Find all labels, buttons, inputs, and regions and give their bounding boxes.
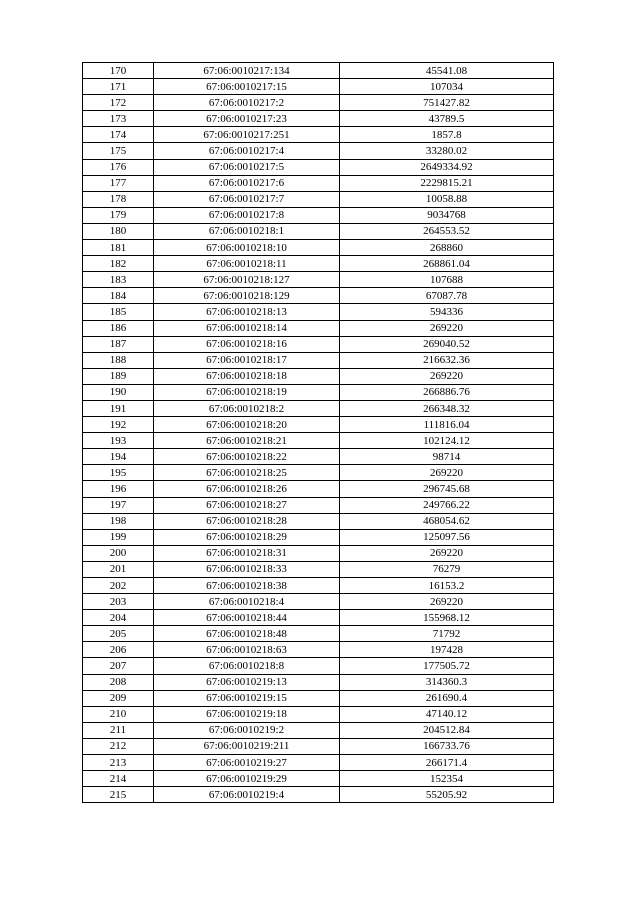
row-number-cell: 214 <box>83 771 154 787</box>
row-number-cell: 197 <box>83 497 154 513</box>
table-row <box>83 706 554 722</box>
table-row <box>83 481 554 497</box>
row-number-cell: 208 <box>83 674 154 690</box>
row-number-cell: 212 <box>83 738 154 754</box>
row-number-cell: 186 <box>83 320 154 336</box>
cadastral-number-cell: 67:06:0010217:251 <box>154 127 340 143</box>
row-number-cell: 205 <box>83 626 154 642</box>
row-number-cell: 206 <box>83 642 154 658</box>
cadastral-number-cell: 67:06:0010218:2 <box>154 400 340 416</box>
row-number-cell: 176 <box>83 159 154 175</box>
table-row <box>83 304 554 320</box>
table-row <box>83 626 554 642</box>
cadastral-number-cell: 67:06:0010219:211 <box>154 738 340 754</box>
value-cell: 111816.04 <box>340 417 554 433</box>
cadastral-number-cell: 67:06:0010217:7 <box>154 191 340 207</box>
cadastral-number-cell: 67:06:0010217:15 <box>154 79 340 95</box>
table-row <box>83 433 554 449</box>
value-cell: 269220 <box>340 320 554 336</box>
value-cell: 16153.2 <box>340 578 554 594</box>
table-row <box>83 368 554 384</box>
cadastral-number-cell: 67:06:0010217:5 <box>154 159 340 175</box>
cadastral-number-cell: 67:06:0010219:29 <box>154 771 340 787</box>
table-row <box>83 417 554 433</box>
cadastral-number-cell: 67:06:0010219:4 <box>154 787 340 803</box>
value-cell: 152354 <box>340 771 554 787</box>
table-row <box>83 787 554 803</box>
cadastral-number-cell: 67:06:0010218:33 <box>154 561 340 577</box>
row-number-cell: 181 <box>83 240 154 256</box>
cadastral-number-cell: 67:06:0010218:127 <box>154 272 340 288</box>
cadastral-number-cell: 67:06:0010218:38 <box>154 578 340 594</box>
cadastral-number-cell: 67:06:0010219:18 <box>154 706 340 722</box>
table-row <box>83 658 554 674</box>
value-cell: 2229815.21 <box>340 175 554 191</box>
table-row <box>83 175 554 191</box>
value-cell: 155968.12 <box>340 610 554 626</box>
row-number-cell: 184 <box>83 288 154 304</box>
table-row <box>83 400 554 416</box>
cadastral-number-cell: 67:06:0010219:2 <box>154 722 340 738</box>
value-cell: 33280.02 <box>340 143 554 159</box>
value-cell: 266886.76 <box>340 384 554 400</box>
table-row <box>83 545 554 561</box>
table-row <box>83 497 554 513</box>
table-body <box>83 63 554 803</box>
value-cell: 269220 <box>340 368 554 384</box>
value-cell: 71792 <box>340 626 554 642</box>
cadastral-number-cell: 67:06:0010218:44 <box>154 610 340 626</box>
value-cell: 55205.92 <box>340 787 554 803</box>
table-row <box>83 336 554 352</box>
table-row <box>83 223 554 239</box>
value-cell: 76279 <box>340 561 554 577</box>
table-row <box>83 529 554 545</box>
value-cell: 45541.08 <box>340 63 554 79</box>
table-row <box>83 561 554 577</box>
table-row <box>83 240 554 256</box>
table-row <box>83 320 554 336</box>
cadastral-number-cell: 67:06:0010217:4 <box>154 143 340 159</box>
value-cell: 264553.52 <box>340 223 554 239</box>
value-cell: 204512.84 <box>340 722 554 738</box>
cadastral-number-cell: 67:06:0010218:20 <box>154 417 340 433</box>
value-cell: 594336 <box>340 304 554 320</box>
cadastral-number-cell: 67:06:0010218:28 <box>154 513 340 529</box>
value-cell: 468054.62 <box>340 513 554 529</box>
table-row <box>83 384 554 400</box>
row-number-cell: 210 <box>83 706 154 722</box>
cadastral-number-cell: 67:06:0010218:10 <box>154 240 340 256</box>
row-number-cell: 177 <box>83 175 154 191</box>
row-number-cell: 183 <box>83 272 154 288</box>
cadastral-number-cell: 67:06:0010218:18 <box>154 368 340 384</box>
row-number-cell: 202 <box>83 578 154 594</box>
table-row <box>83 127 554 143</box>
table-row <box>83 513 554 529</box>
value-cell: 751427.82 <box>340 95 554 111</box>
cadastral-number-cell: 67:06:0010218:11 <box>154 256 340 272</box>
row-number-cell: 200 <box>83 545 154 561</box>
value-cell: 314360.3 <box>340 674 554 690</box>
row-number-cell: 193 <box>83 433 154 449</box>
row-number-cell: 211 <box>83 722 154 738</box>
row-number-cell: 185 <box>83 304 154 320</box>
row-number-cell: 179 <box>83 207 154 223</box>
cadastral-value-table <box>82 62 554 803</box>
cadastral-number-cell: 67:06:0010219:27 <box>154 755 340 771</box>
row-number-cell: 172 <box>83 95 154 111</box>
cadastral-number-cell: 67:06:0010217:6 <box>154 175 340 191</box>
cadastral-number-cell: 67:06:0010218:129 <box>154 288 340 304</box>
row-number-cell: 188 <box>83 352 154 368</box>
value-cell: 125097.56 <box>340 529 554 545</box>
value-cell: 177505.72 <box>340 658 554 674</box>
cadastral-number-cell: 67:06:0010218:29 <box>154 529 340 545</box>
cadastral-number-cell: 67:06:0010218:63 <box>154 642 340 658</box>
cadastral-number-cell: 67:06:0010218:16 <box>154 336 340 352</box>
row-number-cell: 207 <box>83 658 154 674</box>
table-row <box>83 207 554 223</box>
row-number-cell: 201 <box>83 561 154 577</box>
row-number-cell: 180 <box>83 223 154 239</box>
cadastral-number-cell: 67:06:0010218:8 <box>154 658 340 674</box>
row-number-cell: 187 <box>83 336 154 352</box>
value-cell: 9034768 <box>340 207 554 223</box>
row-number-cell: 190 <box>83 384 154 400</box>
cadastral-number-cell: 67:06:0010218:25 <box>154 465 340 481</box>
cadastral-number-cell: 67:06:0010218:26 <box>154 481 340 497</box>
value-cell: 98714 <box>340 449 554 465</box>
cadastral-number-cell: 67:06:0010217:134 <box>154 63 340 79</box>
value-cell: 268861.04 <box>340 256 554 272</box>
table-row <box>83 642 554 658</box>
cadastral-number-cell: 67:06:0010219:13 <box>154 674 340 690</box>
table-row <box>83 449 554 465</box>
value-cell: 43789.5 <box>340 111 554 127</box>
value-cell: 67087.78 <box>340 288 554 304</box>
table-row <box>83 143 554 159</box>
value-cell: 261690.4 <box>340 690 554 706</box>
table-row <box>83 63 554 79</box>
value-cell: 268860 <box>340 240 554 256</box>
cadastral-number-cell: 67:06:0010218:14 <box>154 320 340 336</box>
row-number-cell: 182 <box>83 256 154 272</box>
value-cell: 1857.8 <box>340 127 554 143</box>
row-number-cell: 175 <box>83 143 154 159</box>
table-row <box>83 352 554 368</box>
row-number-cell: 204 <box>83 610 154 626</box>
cadastral-number-cell: 67:06:0010218:48 <box>154 626 340 642</box>
table-row <box>83 79 554 95</box>
table-row <box>83 594 554 610</box>
row-number-cell: 213 <box>83 755 154 771</box>
table-row <box>83 465 554 481</box>
row-number-cell: 194 <box>83 449 154 465</box>
row-number-cell: 209 <box>83 690 154 706</box>
row-number-cell: 173 <box>83 111 154 127</box>
cadastral-number-cell: 67:06:0010217:8 <box>154 207 340 223</box>
value-cell: 107688 <box>340 272 554 288</box>
table-row <box>83 111 554 127</box>
row-number-cell: 178 <box>83 191 154 207</box>
cadastral-number-cell: 67:06:0010218:22 <box>154 449 340 465</box>
value-cell: 266171.4 <box>340 755 554 771</box>
row-number-cell: 195 <box>83 465 154 481</box>
table-row <box>83 272 554 288</box>
table-row <box>83 738 554 754</box>
row-number-cell: 174 <box>83 127 154 143</box>
value-cell: 266348.32 <box>340 400 554 416</box>
table-row <box>83 610 554 626</box>
cadastral-number-cell: 67:06:0010218:4 <box>154 594 340 610</box>
table-row <box>83 755 554 771</box>
cadastral-number-cell: 67:06:0010218:17 <box>154 352 340 368</box>
row-number-cell: 215 <box>83 787 154 803</box>
value-cell: 216632.36 <box>340 352 554 368</box>
table-row <box>83 95 554 111</box>
table-row <box>83 191 554 207</box>
table-row <box>83 256 554 272</box>
table-row <box>83 159 554 175</box>
cadastral-number-cell: 67:06:0010218:27 <box>154 497 340 513</box>
value-cell: 197428 <box>340 642 554 658</box>
cadastral-number-cell: 67:06:0010218:1 <box>154 223 340 239</box>
table-row <box>83 722 554 738</box>
row-number-cell: 170 <box>83 63 154 79</box>
table-row <box>83 690 554 706</box>
value-cell: 269220 <box>340 465 554 481</box>
value-cell: 10058.88 <box>340 191 554 207</box>
row-number-cell: 203 <box>83 594 154 610</box>
cadastral-number-cell: 67:06:0010219:15 <box>154 690 340 706</box>
cadastral-number-cell: 67:06:0010218:13 <box>154 304 340 320</box>
row-number-cell: 198 <box>83 513 154 529</box>
value-cell: 269040.52 <box>340 336 554 352</box>
row-number-cell: 171 <box>83 79 154 95</box>
table-row <box>83 288 554 304</box>
table-row <box>83 674 554 690</box>
cadastral-number-cell: 67:06:0010217:23 <box>154 111 340 127</box>
cadastral-number-cell: 67:06:0010218:31 <box>154 545 340 561</box>
row-number-cell: 199 <box>83 529 154 545</box>
value-cell: 269220 <box>340 545 554 561</box>
value-cell: 269220 <box>340 594 554 610</box>
cadastral-number-cell: 67:06:0010217:2 <box>154 95 340 111</box>
value-cell: 2649334.92 <box>340 159 554 175</box>
table-row <box>83 771 554 787</box>
value-cell: 107034 <box>340 79 554 95</box>
value-cell: 296745.68 <box>340 481 554 497</box>
cadastral-number-cell: 67:06:0010218:21 <box>154 433 340 449</box>
value-cell: 47140.12 <box>340 706 554 722</box>
row-number-cell: 196 <box>83 481 154 497</box>
row-number-cell: 189 <box>83 368 154 384</box>
value-cell: 166733.76 <box>340 738 554 754</box>
cadastral-number-cell: 67:06:0010218:19 <box>154 384 340 400</box>
row-number-cell: 192 <box>83 417 154 433</box>
value-cell: 102124.12 <box>340 433 554 449</box>
table-row <box>83 578 554 594</box>
row-number-cell: 191 <box>83 400 154 416</box>
value-cell: 249766.22 <box>340 497 554 513</box>
